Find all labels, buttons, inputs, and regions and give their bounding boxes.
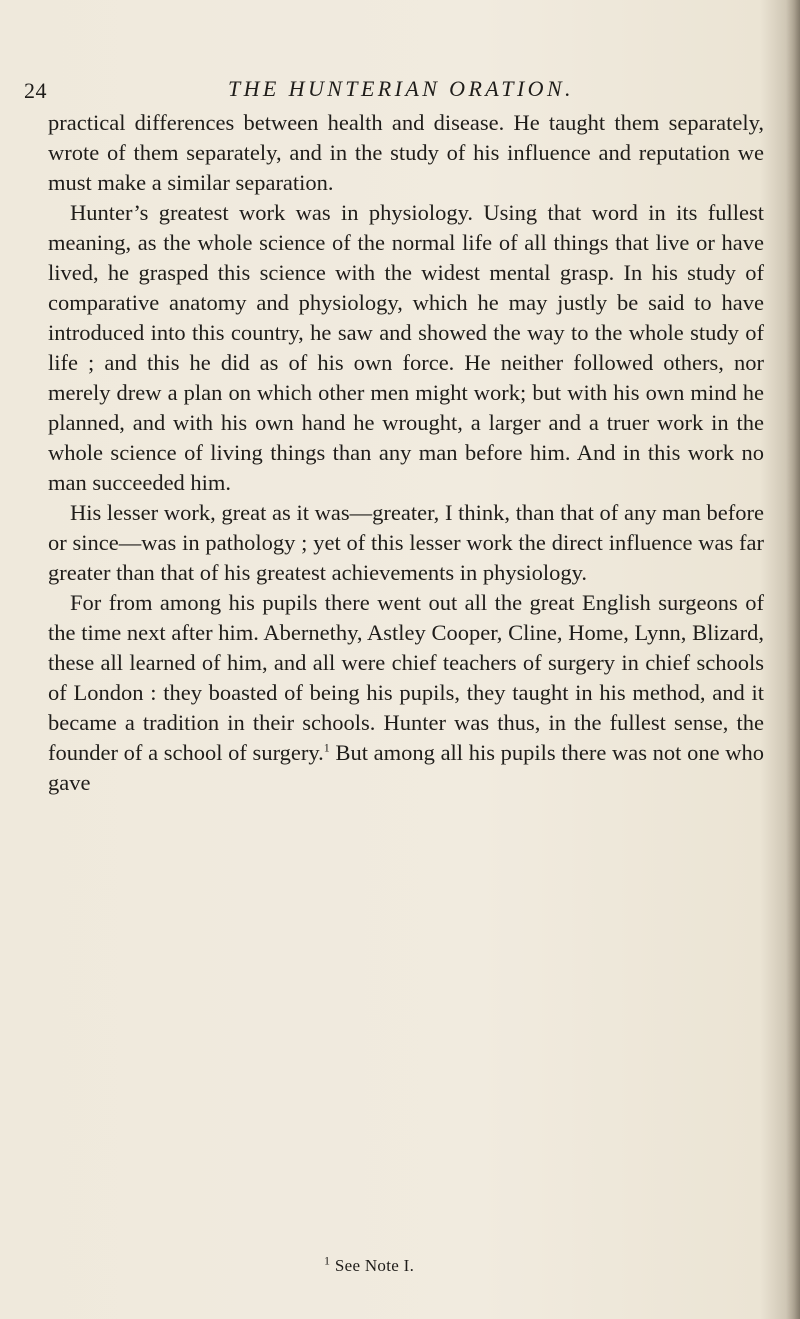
- footnote-mark: 1: [324, 1253, 331, 1268]
- paragraph-1: practical differences between health and disease. He taught them separately, wrote of them separately, and in the study of his influence and reputation we must make a similar separation.: [48, 110, 764, 195]
- footnote-reference: 1: [323, 740, 330, 755]
- page-header: [0, 76, 800, 106]
- paragraph-4-text: For from among his pupils there went out all the great English surgeons of the time next after him. Abernethy, Astley Cooper, Cline, Home, Lynn, Blizard, these all learned of him, and all were chief teachers of surgery in chief schools of London : they boasted of being his pupils, they taught in his method, and it became a tradition in their schools. Hunter was thus, in the fullest sense, the founder of a school of surgery.: [48, 590, 764, 765]
- paragraph-2: Hunter’s greatest work was in physiology. Using that word in its fullest meaning, as the whole science of the normal life of all things that live or have lived, he grasped this science with the widest mental grasp. In his study of comparative anatomy and physiology, which he may justly be said to have introduced into this country, he saw and showed the way to the whole study of life ; and this he did as of his own force. He neither followed others, nor merely drew a plan on which other men might work; but with his own mind he planned, and with his own hand he wrought, a larger and a truer work in the whole science of living things than any man before him. And in this work no man succeeded him.: [48, 200, 764, 495]
- footnote-text: See Note I.: [330, 1256, 415, 1275]
- page-number: 24: [24, 78, 47, 103]
- running-title: THE HUNTERIAN ORATION.: [228, 76, 574, 101]
- body-text: [48, 108, 764, 798]
- footnote: [324, 1253, 415, 1276]
- paragraph-4: [48, 588, 764, 798]
- paragraph-3: His lesser work, great as it was—greater, I think, than that of any man before or since—was in pathology ; yet of this lesser work the direct influence was far greater than that of his greatest achievements in physiology.: [48, 500, 764, 585]
- paragraph-4-tail: But among all his pupils there was not one who gave: [48, 740, 764, 795]
- page-edge-shadow: [786, 0, 800, 1319]
